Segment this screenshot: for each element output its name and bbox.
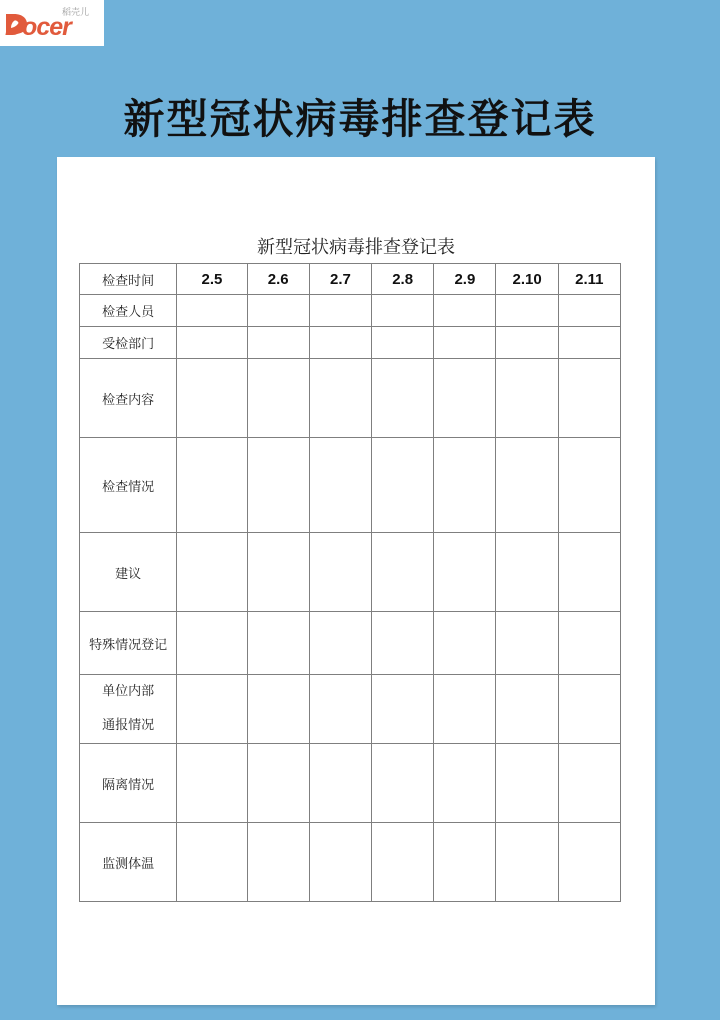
entry-cell[interactable] <box>496 438 558 533</box>
table-header-row <box>80 264 621 295</box>
entry-cell[interactable] <box>177 675 247 744</box>
banner-title: 新型冠状病毒排查登记表 <box>123 95 597 143</box>
entry-cell[interactable] <box>558 438 620 533</box>
entry-cell[interactable] <box>309 675 371 744</box>
entry-cell[interactable] <box>247 359 309 438</box>
table-row <box>80 295 621 327</box>
entry-cell[interactable] <box>247 438 309 533</box>
entry-cell[interactable] <box>496 533 558 612</box>
entry-cell[interactable] <box>434 438 496 533</box>
entry-cell[interactable] <box>434 295 496 327</box>
table-row <box>80 823 621 902</box>
entry-cell[interactable] <box>372 327 434 359</box>
date-cell: 2.6 <box>247 264 309 295</box>
row-label-line: 通报情况 <box>102 718 155 733</box>
row-label-cell: 建议 <box>80 533 177 612</box>
entry-cell[interactable] <box>247 823 309 902</box>
entry-cell[interactable] <box>177 823 247 902</box>
entry-cell[interactable] <box>558 533 620 612</box>
date-cell: 2.5 <box>177 264 247 295</box>
table-row <box>80 675 621 744</box>
entry-cell[interactable] <box>247 327 309 359</box>
entry-cell[interactable] <box>309 612 371 675</box>
table-row <box>80 533 621 612</box>
entry-cell[interactable] <box>434 612 496 675</box>
entry-cell[interactable] <box>309 744 371 823</box>
table-row <box>80 438 621 533</box>
entry-cell[interactable] <box>558 675 620 744</box>
document-page <box>57 157 655 1005</box>
entry-cell[interactable] <box>247 612 309 675</box>
entry-cell[interactable] <box>247 675 309 744</box>
entry-cell[interactable] <box>372 295 434 327</box>
logo-subtext: 稻壳儿 <box>62 8 90 18</box>
entry-cell[interactable] <box>177 533 247 612</box>
entry-cell[interactable] <box>177 359 247 438</box>
entry-cell[interactable] <box>309 359 371 438</box>
entry-cell[interactable] <box>309 327 371 359</box>
entry-cell[interactable] <box>177 438 247 533</box>
entry-cell[interactable] <box>177 744 247 823</box>
entry-cell[interactable] <box>434 744 496 823</box>
entry-cell[interactable] <box>496 823 558 902</box>
entry-cell[interactable] <box>434 823 496 902</box>
registration-table <box>79 263 621 902</box>
entry-cell[interactable] <box>372 438 434 533</box>
entry-cell[interactable] <box>372 359 434 438</box>
entry-cell[interactable] <box>177 295 247 327</box>
entry-cell[interactable] <box>372 533 434 612</box>
row-label-line: 单位内部 <box>102 684 155 699</box>
entry-cell[interactable] <box>372 744 434 823</box>
entry-cell[interactable] <box>496 359 558 438</box>
entry-cell[interactable] <box>496 675 558 744</box>
row-label-cell: 监测体温 <box>80 823 177 902</box>
date-cell: 2.9 <box>434 264 496 295</box>
entry-cell[interactable] <box>558 612 620 675</box>
table-body <box>80 264 621 902</box>
entry-cell[interactable] <box>177 612 247 675</box>
entry-cell[interactable] <box>372 612 434 675</box>
entry-cell[interactable] <box>558 295 620 327</box>
row-label-cell: 检查情况 <box>80 438 177 533</box>
entry-cell[interactable] <box>496 612 558 675</box>
date-cell: 2.7 <box>309 264 371 295</box>
date-cell: 2.11 <box>558 264 620 295</box>
header-label-cell: 检查时间 <box>80 264 177 295</box>
document-title: 新型冠状病毒排查登记表 <box>257 237 455 258</box>
row-label-cell: 检查内容 <box>80 359 177 438</box>
table-row <box>80 744 621 823</box>
entry-cell[interactable] <box>434 327 496 359</box>
docer-logo <box>0 0 104 46</box>
entry-cell[interactable] <box>558 359 620 438</box>
entry-cell[interactable] <box>247 295 309 327</box>
table-row <box>80 612 621 675</box>
entry-cell[interactable] <box>247 744 309 823</box>
entry-cell[interactable] <box>309 438 371 533</box>
entry-cell[interactable] <box>372 823 434 902</box>
entry-cell[interactable] <box>434 675 496 744</box>
entry-cell[interactable] <box>496 295 558 327</box>
entry-cell[interactable] <box>309 295 371 327</box>
table-row <box>80 359 621 438</box>
entry-cell[interactable] <box>309 533 371 612</box>
entry-cell[interactable] <box>558 823 620 902</box>
row-label-cell: 隔离情况 <box>80 744 177 823</box>
entry-cell[interactable] <box>434 359 496 438</box>
entry-cell[interactable] <box>247 533 309 612</box>
row-label-cell: 特殊情况登记 <box>80 612 177 675</box>
entry-cell[interactable] <box>309 823 371 902</box>
row-label-cell <box>80 675 177 744</box>
entry-cell[interactable] <box>372 675 434 744</box>
entry-cell[interactable] <box>558 327 620 359</box>
entry-cell[interactable] <box>496 327 558 359</box>
entry-cell[interactable] <box>496 744 558 823</box>
row-label-cell: 检查人员 <box>80 295 177 327</box>
date-cell: 2.10 <box>496 264 558 295</box>
row-label-cell: 受检部门 <box>80 327 177 359</box>
table-row <box>80 327 621 359</box>
entry-cell[interactable] <box>434 533 496 612</box>
entry-cell[interactable] <box>558 744 620 823</box>
entry-cell[interactable] <box>177 327 247 359</box>
logo-wordmark: Docer <box>5 13 71 41</box>
date-cell: 2.8 <box>372 264 434 295</box>
